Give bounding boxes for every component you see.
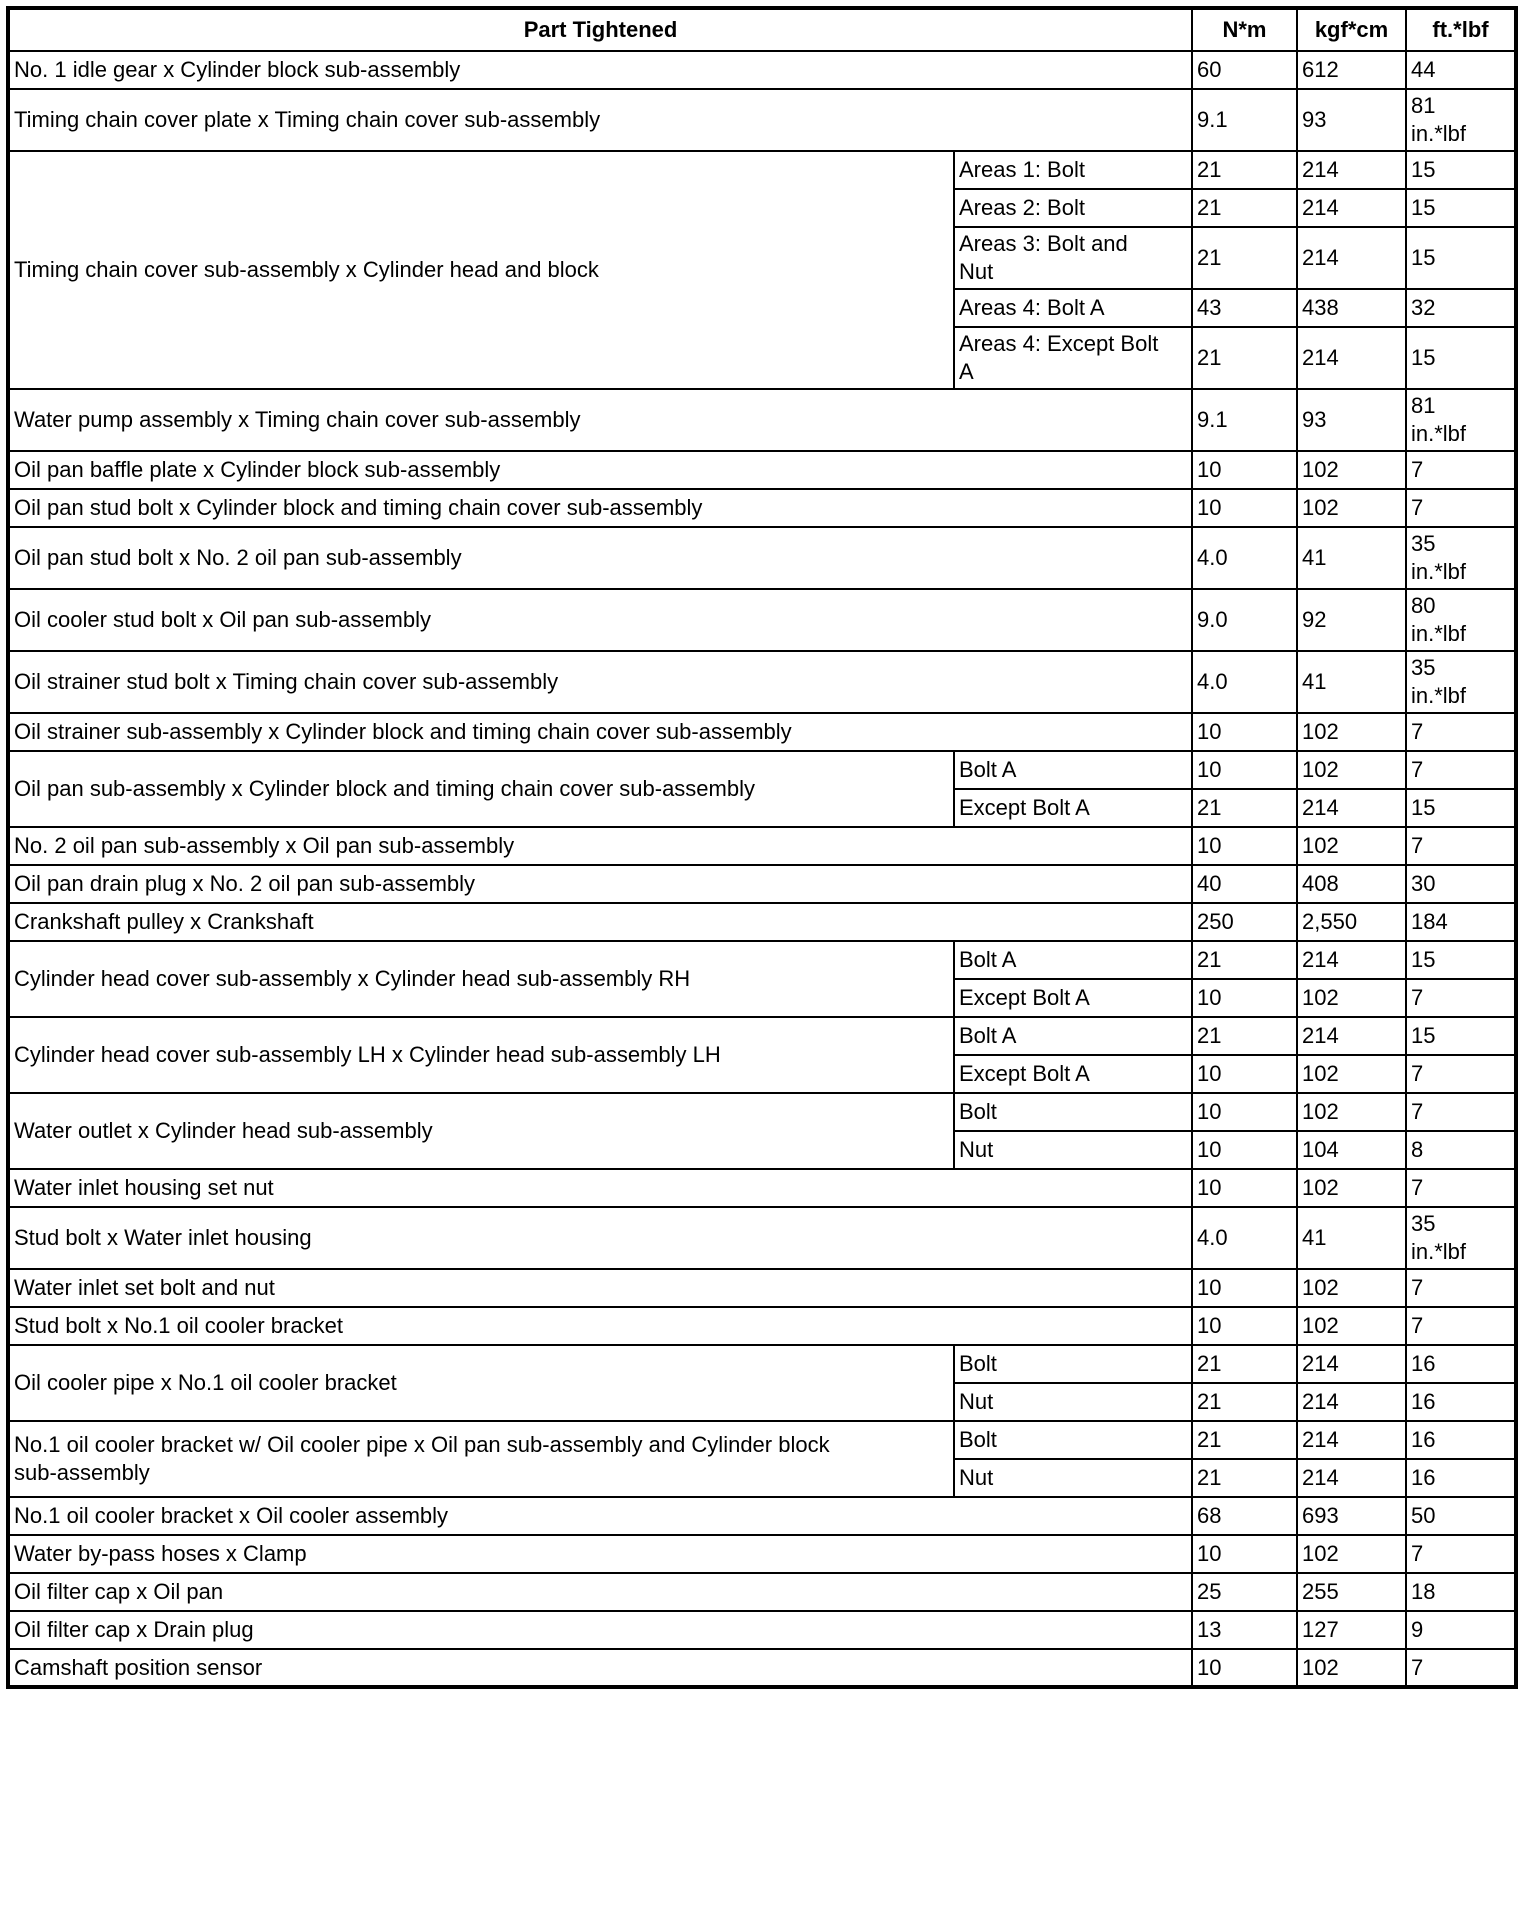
- kgf-cm-cell: 102: [1297, 1093, 1406, 1131]
- kgf-cm-cell: 612: [1297, 51, 1406, 89]
- kgf-cm-cell: 102: [1297, 1649, 1406, 1687]
- part-cell: Cylinder head cover sub-assembly LH x Cylinder head sub-assembly LH: [8, 1017, 954, 1093]
- table-row: [8, 151, 1516, 189]
- kgf-cm-cell: 214: [1297, 1421, 1406, 1459]
- kgf-cm-cell: 102: [1297, 1169, 1406, 1207]
- sub-part-cell: Nut: [954, 1131, 1192, 1169]
- nm-cell: 10: [1192, 1131, 1297, 1169]
- table-row: [8, 1017, 1516, 1055]
- ft-lbf-cell: 7: [1406, 713, 1516, 751]
- sub-part-cell: Bolt A: [954, 941, 1192, 979]
- sub-part-cell: Areas 1: Bolt: [954, 151, 1192, 189]
- table-row: [8, 389, 1516, 451]
- nm-cell: 21: [1192, 151, 1297, 189]
- part-cell: Water by-pass hoses x Clamp: [8, 1535, 1192, 1573]
- ft-lbf-cell: 184: [1406, 903, 1516, 941]
- part-cell: Water outlet x Cylinder head sub-assembly: [8, 1093, 954, 1169]
- nm-cell: 21: [1192, 1421, 1297, 1459]
- sub-part-cell: Areas 2: Bolt: [954, 189, 1192, 227]
- ft-lbf-cell: 7: [1406, 1055, 1516, 1093]
- ft-lbf-cell: 32: [1406, 289, 1516, 327]
- ft-lbf-cell: 16: [1406, 1421, 1516, 1459]
- ft-lbf-cell: 30: [1406, 865, 1516, 903]
- ft-lbf-cell: 8: [1406, 1131, 1516, 1169]
- nm-cell: 21: [1192, 327, 1297, 389]
- ft-lbf-cell: 7: [1406, 1169, 1516, 1207]
- kgf-cm-cell: 127: [1297, 1611, 1406, 1649]
- nm-cell: 10: [1192, 1269, 1297, 1307]
- part-cell: Timing chain cover sub-assembly x Cylinder head and block: [8, 151, 954, 389]
- kgf-cm-cell: 102: [1297, 713, 1406, 751]
- part-cell: Water inlet set bolt and nut: [8, 1269, 1192, 1307]
- part-cell: Camshaft position sensor: [8, 1649, 1192, 1687]
- table-row: [8, 651, 1516, 713]
- part-cell: Oil strainer stud bolt x Timing chain cover sub-assembly: [8, 651, 1192, 713]
- kgf-cm-cell: 214: [1297, 1345, 1406, 1383]
- table-row: [8, 1535, 1516, 1573]
- kgf-cm-cell: 93: [1297, 89, 1406, 151]
- part-cell: No. 1 idle gear x Cylinder block sub-assembly: [8, 51, 1192, 89]
- kgf-cm-cell: 102: [1297, 451, 1406, 489]
- ft-lbf-cell: 35 in.*lbf: [1406, 651, 1516, 713]
- nm-cell: 21: [1192, 189, 1297, 227]
- ft-lbf-cell: 7: [1406, 751, 1516, 789]
- ft-lbf-cell: 15: [1406, 189, 1516, 227]
- nm-cell: 4.0: [1192, 1207, 1297, 1269]
- part-cell: Oil strainer sub-assembly x Cylinder block and timing chain cover sub-assembly: [8, 713, 1192, 751]
- nm-cell: 10: [1192, 1307, 1297, 1345]
- part-cell: No.1 oil cooler bracket w/ Oil cooler pipe x Oil pan sub-assembly and Cylinder block sub-assembly: [8, 1421, 954, 1497]
- nm-cell: 43: [1192, 289, 1297, 327]
- part-cell: Timing chain cover plate x Timing chain cover sub-assembly: [8, 89, 1192, 151]
- nm-cell: 250: [1192, 903, 1297, 941]
- part-cell: Oil pan stud bolt x No. 2 oil pan sub-assembly: [8, 527, 1192, 589]
- sub-part-cell: Areas 4: Bolt A: [954, 289, 1192, 327]
- ft-lbf-cell: 7: [1406, 451, 1516, 489]
- sub-part-cell: Areas 3: Bolt and Nut: [954, 227, 1192, 289]
- table-body: [8, 51, 1516, 1687]
- table-row: [8, 903, 1516, 941]
- ft-lbf-cell: 80 in.*lbf: [1406, 589, 1516, 651]
- kgf-cm-cell: 102: [1297, 1055, 1406, 1093]
- nm-cell: 10: [1192, 1535, 1297, 1573]
- kgf-cm-cell: 214: [1297, 151, 1406, 189]
- table-row: [8, 1269, 1516, 1307]
- ft-lbf-cell: 7: [1406, 1269, 1516, 1307]
- nm-cell: 10: [1192, 1055, 1297, 1093]
- ft-lbf-cell: 15: [1406, 227, 1516, 289]
- part-cell: Oil pan baffle plate x Cylinder block sub-assembly: [8, 451, 1192, 489]
- part-cell: Cylinder head cover sub-assembly x Cylinder head sub-assembly RH: [8, 941, 954, 1017]
- table-row: [8, 51, 1516, 89]
- kgf-cm-cell: 93: [1297, 389, 1406, 451]
- table-row: [8, 451, 1516, 489]
- table-row: [8, 941, 1516, 979]
- part-cell: Oil pan drain plug x No. 2 oil pan sub-assembly: [8, 865, 1192, 903]
- kgf-cm-cell: 214: [1297, 189, 1406, 227]
- sub-part-cell: Bolt A: [954, 751, 1192, 789]
- kgf-cm-cell: 214: [1297, 1459, 1406, 1497]
- kgf-cm-cell: 214: [1297, 227, 1406, 289]
- nm-cell: 10: [1192, 451, 1297, 489]
- nm-cell: 21: [1192, 1017, 1297, 1055]
- nm-cell: 21: [1192, 1383, 1297, 1421]
- table-row: [8, 713, 1516, 751]
- ft-lbf-cell: 16: [1406, 1345, 1516, 1383]
- table-row: [8, 1093, 1516, 1131]
- ft-lbf-cell: 7: [1406, 489, 1516, 527]
- nm-cell: 10: [1192, 713, 1297, 751]
- kgf-cm-cell: 102: [1297, 979, 1406, 1017]
- sub-part-cell: Bolt: [954, 1421, 1192, 1459]
- kgf-cm-cell: 214: [1297, 789, 1406, 827]
- kgf-cm-cell: 214: [1297, 1383, 1406, 1421]
- part-cell: Water inlet housing set nut: [8, 1169, 1192, 1207]
- ft-lbf-cell: 15: [1406, 941, 1516, 979]
- ft-lbf-cell: 7: [1406, 1535, 1516, 1573]
- table-row: [8, 1611, 1516, 1649]
- table-row: [8, 1307, 1516, 1345]
- ft-lbf-cell: 15: [1406, 789, 1516, 827]
- part-cell: Oil pan stud bolt x Cylinder block and timing chain cover sub-assembly: [8, 489, 1192, 527]
- table-row: [8, 1497, 1516, 1535]
- part-cell: No.1 oil cooler bracket x Oil cooler assembly: [8, 1497, 1192, 1535]
- table-header-row: [8, 8, 1516, 51]
- header-part-tightened: Part Tightened: [8, 8, 1192, 51]
- table-row: [8, 1169, 1516, 1207]
- sub-part-cell: Bolt: [954, 1093, 1192, 1131]
- nm-cell: 10: [1192, 489, 1297, 527]
- sub-part-cell: Bolt: [954, 1345, 1192, 1383]
- kgf-cm-cell: 438: [1297, 289, 1406, 327]
- kgf-cm-cell: 255: [1297, 1573, 1406, 1611]
- nm-cell: 21: [1192, 789, 1297, 827]
- part-cell: Stud bolt x Water inlet housing: [8, 1207, 1192, 1269]
- table-row: [8, 1345, 1516, 1383]
- ft-lbf-cell: 81 in.*lbf: [1406, 89, 1516, 151]
- nm-cell: 9.0: [1192, 589, 1297, 651]
- torque-spec-table: [6, 6, 1518, 1689]
- ft-lbf-cell: 81 in.*lbf: [1406, 389, 1516, 451]
- part-cell: Stud bolt x No.1 oil cooler bracket: [8, 1307, 1192, 1345]
- nm-cell: 13: [1192, 1611, 1297, 1649]
- nm-cell: 10: [1192, 827, 1297, 865]
- nm-cell: 10: [1192, 751, 1297, 789]
- part-cell: Oil pan sub-assembly x Cylinder block and timing chain cover sub-assembly: [8, 751, 954, 827]
- nm-cell: 21: [1192, 1459, 1297, 1497]
- kgf-cm-cell: 214: [1297, 327, 1406, 389]
- kgf-cm-cell: 102: [1297, 489, 1406, 527]
- nm-cell: 25: [1192, 1573, 1297, 1611]
- table-row: [8, 89, 1516, 151]
- part-cell: Crankshaft pulley x Crankshaft: [8, 903, 1192, 941]
- nm-cell: 21: [1192, 941, 1297, 979]
- kgf-cm-cell: 41: [1297, 527, 1406, 589]
- nm-cell: 21: [1192, 1345, 1297, 1383]
- nm-cell: 9.1: [1192, 389, 1297, 451]
- ft-lbf-cell: 44: [1406, 51, 1516, 89]
- ft-lbf-cell: 15: [1406, 151, 1516, 189]
- ft-lbf-cell: 7: [1406, 1649, 1516, 1687]
- table-row: [8, 1207, 1516, 1269]
- nm-cell: 4.0: [1192, 527, 1297, 589]
- table-row: [8, 751, 1516, 789]
- ft-lbf-cell: 35 in.*lbf: [1406, 527, 1516, 589]
- kgf-cm-cell: 92: [1297, 589, 1406, 651]
- nm-cell: 10: [1192, 1093, 1297, 1131]
- table-row: [8, 1649, 1516, 1687]
- header-kgf-cm: kgf*cm: [1297, 8, 1406, 51]
- sub-part-cell: Nut: [954, 1459, 1192, 1497]
- nm-cell: 68: [1192, 1497, 1297, 1535]
- nm-cell: 10: [1192, 1649, 1297, 1687]
- nm-cell: 9.1: [1192, 89, 1297, 151]
- part-cell: Oil cooler pipe x No.1 oil cooler bracket: [8, 1345, 954, 1421]
- nm-cell: 4.0: [1192, 651, 1297, 713]
- ft-lbf-cell: 15: [1406, 1017, 1516, 1055]
- part-cell: Water pump assembly x Timing chain cover sub-assembly: [8, 389, 1192, 451]
- table-row: [8, 1573, 1516, 1611]
- ft-lbf-cell: 7: [1406, 1093, 1516, 1131]
- kgf-cm-cell: 214: [1297, 1017, 1406, 1055]
- table-row: [8, 827, 1516, 865]
- table-row: [8, 489, 1516, 527]
- table-row: [8, 527, 1516, 589]
- ft-lbf-cell: 18: [1406, 1573, 1516, 1611]
- kgf-cm-cell: 41: [1297, 651, 1406, 713]
- sub-part-cell: Bolt A: [954, 1017, 1192, 1055]
- kgf-cm-cell: 102: [1297, 1269, 1406, 1307]
- table-row: [8, 589, 1516, 651]
- ft-lbf-cell: 7: [1406, 827, 1516, 865]
- nm-cell: 40: [1192, 865, 1297, 903]
- nm-cell: 10: [1192, 979, 1297, 1017]
- kgf-cm-cell: 102: [1297, 1307, 1406, 1345]
- kgf-cm-cell: 102: [1297, 827, 1406, 865]
- sub-part-cell: Areas 4: Except Bolt A: [954, 327, 1192, 389]
- table-row: [8, 865, 1516, 903]
- sub-part-cell: Except Bolt A: [954, 789, 1192, 827]
- kgf-cm-cell: 408: [1297, 865, 1406, 903]
- sub-part-cell: Nut: [954, 1383, 1192, 1421]
- sub-part-cell: Except Bolt A: [954, 979, 1192, 1017]
- header-nm: N*m: [1192, 8, 1297, 51]
- nm-cell: 21: [1192, 227, 1297, 289]
- sub-part-cell: Except Bolt A: [954, 1055, 1192, 1093]
- kgf-cm-cell: 104: [1297, 1131, 1406, 1169]
- kgf-cm-cell: 2,550: [1297, 903, 1406, 941]
- ft-lbf-cell: 7: [1406, 979, 1516, 1017]
- kgf-cm-cell: 102: [1297, 751, 1406, 789]
- part-cell: Oil cooler stud bolt x Oil pan sub-assembly: [8, 589, 1192, 651]
- part-cell: Oil filter cap x Drain plug: [8, 1611, 1192, 1649]
- ft-lbf-cell: 16: [1406, 1383, 1516, 1421]
- ft-lbf-cell: 35 in.*lbf: [1406, 1207, 1516, 1269]
- part-cell: Oil filter cap x Oil pan: [8, 1573, 1192, 1611]
- kgf-cm-cell: 214: [1297, 941, 1406, 979]
- nm-cell: 60: [1192, 51, 1297, 89]
- part-cell: No. 2 oil pan sub-assembly x Oil pan sub-assembly: [8, 827, 1192, 865]
- ft-lbf-cell: 7: [1406, 1307, 1516, 1345]
- ft-lbf-cell: 9: [1406, 1611, 1516, 1649]
- kgf-cm-cell: 693: [1297, 1497, 1406, 1535]
- nm-cell: 10: [1192, 1169, 1297, 1207]
- header-ft-lbf: ft.*lbf: [1406, 8, 1516, 51]
- ft-lbf-cell: 50: [1406, 1497, 1516, 1535]
- kgf-cm-cell: 41: [1297, 1207, 1406, 1269]
- ft-lbf-cell: 16: [1406, 1459, 1516, 1497]
- kgf-cm-cell: 102: [1297, 1535, 1406, 1573]
- ft-lbf-cell: 15: [1406, 327, 1516, 389]
- table-row: [8, 1421, 1516, 1459]
